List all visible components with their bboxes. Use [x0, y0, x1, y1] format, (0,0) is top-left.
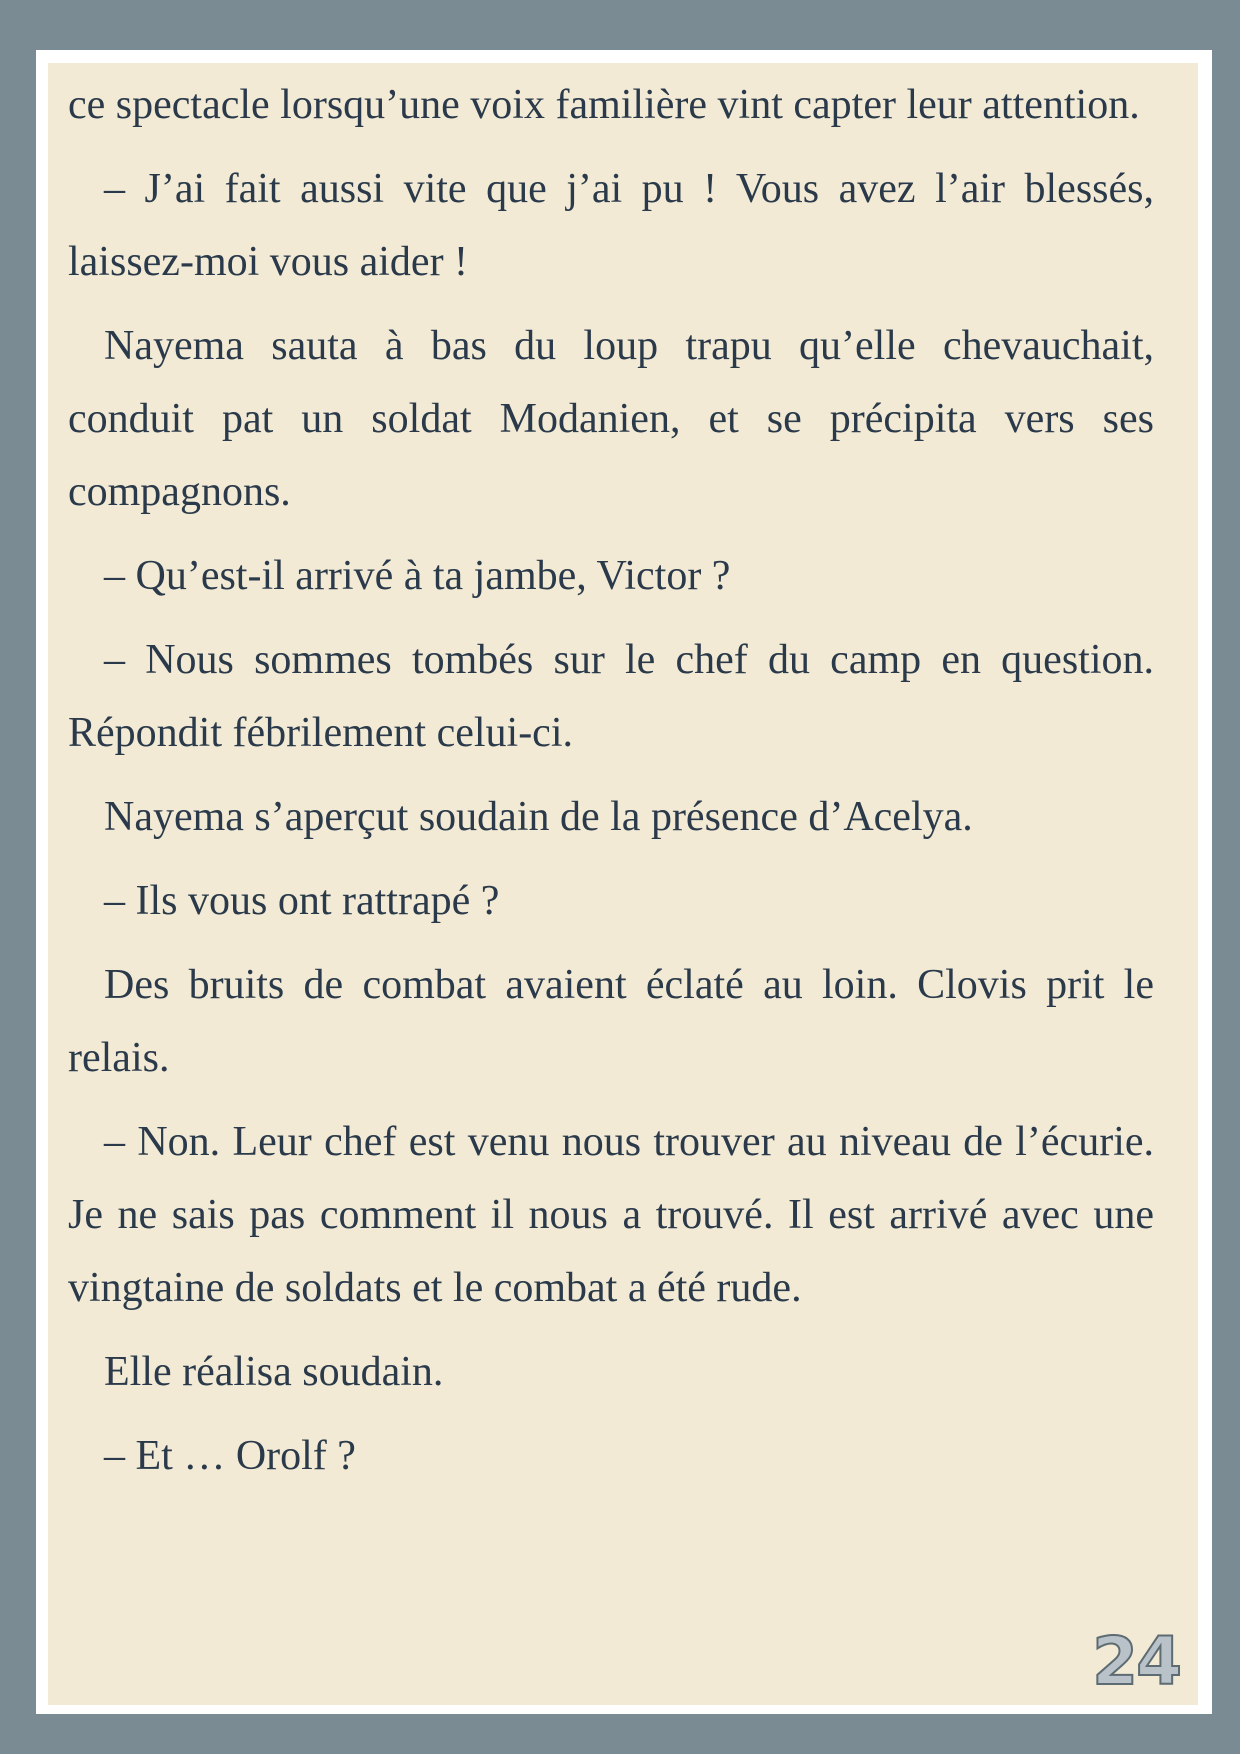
page-number: 24 — [1092, 1623, 1180, 1700]
dialogue-line: – Non. Leur chef est venu nous trouver au niveau de l’écurie. Je ne sais pas comment il nous a trouvé. Il est arrivé avec une vingtaine de soldats et le combat a été rude. — [68, 1119, 1154, 1311]
dialogue-line: – Qu’est-il arrivé à ta jambe, Victor ? — [104, 553, 731, 599]
text-column — [68, 69, 1154, 1504]
paragraph: Nayema sauta à bas du loup trapu qu’elle chevauchait, conduit pat un soldat Modanien, et se précipita vers ses compagnons. — [68, 323, 1154, 515]
book-page — [48, 63, 1198, 1705]
paragraph: Des bruits de combat avaient éclaté au loin. Clovis prit le relais. — [68, 962, 1154, 1081]
dialogue-line: – Ils vous ont rattrapé ? — [104, 878, 500, 924]
dialogue-line: – Nous sommes tombés sur le chef du camp en question. Répondit fébrilement celui-ci. — [68, 637, 1154, 756]
dialogue-line: – Et … Orolf ? — [104, 1433, 356, 1479]
paragraph: ce spectacle lorsqu’une voix familière vint capter leur attention. — [68, 82, 1140, 128]
paragraph: Elle réalisa soudain. — [104, 1349, 444, 1395]
dialogue-line: – J’ai fait aussi vite que j’ai pu ! Vous avez l’air blessés, laissez-moi vous aider ! — [68, 166, 1154, 285]
paragraph: Nayema s’aperçut soudain de la présence d’Acelya. — [104, 794, 973, 840]
